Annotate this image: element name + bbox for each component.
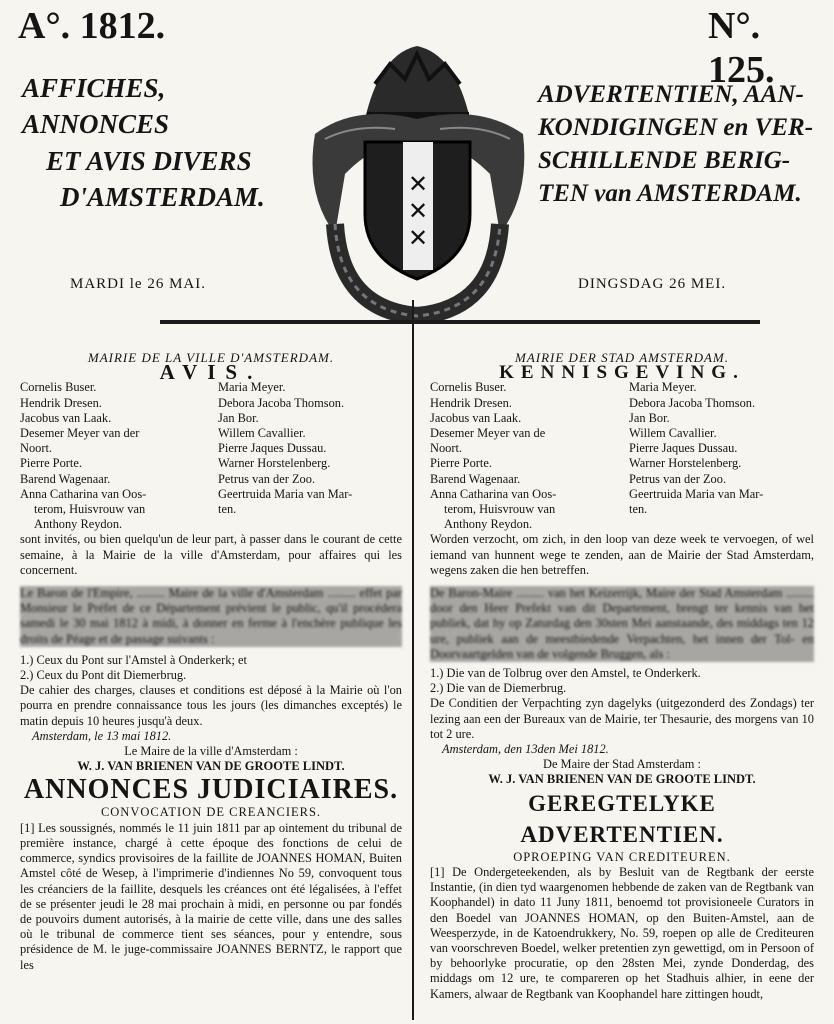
- name-entry: ten.: [629, 502, 648, 517]
- name-entry: Jacobus van Laak.: [20, 410, 112, 425]
- right-item-1: 1.) Die van de Tolbrug over den Amstel, te Onderkerk.: [430, 666, 701, 681]
- left-item-1: 1.) Ceux du Pont sur l'Amstel à Onderkerk; et: [20, 652, 247, 667]
- french-title: [22, 70, 312, 216]
- name-entry: Anthony Reydon.: [34, 517, 123, 532]
- name-entry: Desemer Meyer van de: [430, 426, 546, 441]
- right-column: [430, 350, 814, 1002]
- name-entry: Pierre Porte.: [20, 456, 82, 471]
- svg-text:✕: ✕: [407, 197, 429, 225]
- french-title-line-1: AFFICHES, ANNONCES: [22, 73, 170, 140]
- left-creditors-notice: [1] Les soussignés, nommés le 11 juin 1811 par ap ointement du tribunal de première instance, chargé à cette époque des fonctions de celui de commerce, syndics provisoires de la faillite de JOANNES HOMAN, Buiten Amstel côté de Wesep, à l'imprimerie d'indiennes No 59, convoquent tous les créanciers de la faillite, desquels les créances ont été légalisées, à l'effet de se présenter jeudi le 28 mai prochain à midi, en personne ou par fondés de pouvoirs dument autorisés, à la mairie de cette ville, dans une des salles où le tribunal de commerce tient ses séances, pour y entendre, sous présidence de M. le juge-commissaire JOANNES BERNTZ, le rapport que les: [20, 820, 402, 972]
- right-section-title: GEREGTELYKE ADVERTENTIEN.: [520, 790, 724, 847]
- name-entry: Anna Catharina van Oos-: [430, 486, 557, 501]
- right-item-2: 2.) Die van de Diemerbrug.: [430, 681, 567, 696]
- left-smudged-notice: Le Baron de l'Empire, ......... Maire de la ville d'Amsterdam ......... effet par Monsieur le Préfet de ce Département prévient le public, qu'il procédera samedi le 30 mai 1812 à midi, à donner en ferme à l'enchère publique les droits de Péage et de passage suivants :: [20, 586, 402, 646]
- french-title-line-3: D'AMSTERDAM.: [60, 182, 265, 213]
- svg-text:✕: ✕: [407, 224, 429, 252]
- name-entry: terom, Huisvrouw van: [444, 502, 556, 517]
- name-entry: Maria Meyer.: [629, 380, 697, 395]
- name-entry: Hendrik Dresen.: [20, 395, 102, 410]
- name-entry: Cornelis Buser.: [20, 380, 97, 395]
- dutch-title-line-4: TEN van AMSTERDAM.: [538, 180, 802, 207]
- left-name-list: [20, 380, 402, 532]
- name-entry: ten.: [218, 502, 237, 517]
- name-entry: Jacobus van Laak.: [430, 410, 522, 425]
- french-title-line-2: ET AVIS DIVERS: [46, 145, 252, 176]
- dutch-title: [538, 78, 834, 210]
- column-divider: [412, 300, 414, 1020]
- name-entry: Noort.: [20, 441, 53, 456]
- name-entry: Pierre Porte.: [430, 456, 492, 471]
- year-label: A°. 1812.: [18, 5, 166, 47]
- dutch-title-line-1: ADVERTENTIEN, AAN-: [538, 81, 804, 108]
- right-notice-body: Worden verzocht, om zich, in den loop van deze week te vervoegen, of wel iemand van hunnent wege te zenden, aan de Mairie der Stad Amsterdam, wegens zaken die hen betreffen.: [430, 532, 814, 577]
- right-name-list: [430, 380, 814, 532]
- masthead-rule: [160, 320, 760, 324]
- name-entry: Warner Horstelenberg.: [629, 456, 742, 471]
- name-entry: Cornelis Buser.: [430, 380, 507, 395]
- right-place-date: Amsterdam, den 13den Mei 1812.: [442, 742, 609, 757]
- left-column: [20, 350, 402, 973]
- left-section-title: ANNONCES JUDICIAIRES.: [23, 774, 399, 806]
- name-entry: Jan Bor.: [629, 410, 670, 425]
- name-entry: Noort.: [430, 441, 463, 456]
- left-avis-heading: AVIS.: [159, 360, 263, 385]
- name-entry: Pierre Jaques Dussau.: [218, 441, 327, 456]
- right-signer: W. J. VAN BRIENEN VAN DE GROOTE LINDT.: [488, 772, 756, 787]
- name-entry: Barend Wagenaar.: [430, 471, 521, 486]
- left-item-2: 2.) Ceux du Pont dit Diemerbrug.: [20, 668, 187, 683]
- right-conditions: De Conditien der Verpachting zyn dagelyks (uitgezonderd des Zondags) ter lezing aan een der Bureaux van de Mairie, ter Thesaurie, des morgens van 10 tot 2 ure.: [430, 696, 814, 741]
- issue-number: N°. 125.: [708, 5, 775, 91]
- name-entry: Willem Cavallier.: [218, 426, 306, 441]
- amsterdam-coat-of-arms-emblem: [295, 24, 540, 324]
- left-place-date: Amsterdam, le 13 mai 1812.: [32, 728, 172, 743]
- name-entry: [218, 517, 402, 532]
- name-entry: Barend Wagenaar.: [20, 471, 111, 486]
- left-signer-title: Le Maire de la ville d'Amsterdam :: [124, 744, 298, 759]
- name-entry: Warner Horstelenberg.: [218, 456, 331, 471]
- date-french: MARDI le 26 MAI.: [70, 276, 206, 292]
- name-entry: Willem Cavallier.: [629, 426, 717, 441]
- left-notice-body: sont invités, ou bien quelqu'un de leur part, à passer dans le courant de cette semaine, à la Mairie de la ville d'Amsterdam, pour affaires qui les concernent.: [20, 532, 402, 577]
- name-entry: Debora Jacoba Thomson.: [629, 395, 756, 410]
- name-entry: Anthony Reydon.: [444, 517, 533, 532]
- right-signer-title: De Maire der Stad Amsterdam :: [543, 757, 701, 772]
- right-smudged-notice: De Baron-Maire ......... van het Keizerrijk, Maire der Stad Amsterdam ......... door den Heer Prefekt van dit Departement, brengt ter kennis van het publiek, dat hy op Zaturdag den 30sten Mei aanstaande, des middags ten 12 ure, publiek aan de meestbiedende Verpachten, het innen der Tol- en Doorvaartgelden van de volgende Bruggen, als :: [430, 586, 814, 661]
- right-subsection-title: OPROEPING VAN CREDITEUREN.: [513, 849, 731, 864]
- dutch-title-line-3: SCHILLENDE BERIG-: [538, 147, 791, 174]
- dutch-title-line-2: KONDIGINGEN en VER-: [538, 114, 814, 141]
- svg-text:✕: ✕: [407, 170, 429, 198]
- left-conditions: De cahier des charges, clauses et conditions est déposé à la Mairie où l'on pourra en prendre connaissance tous les jours (les dimanches exceptés) le matin depuis 10 heures jusqu'à deux.: [20, 683, 402, 728]
- name-entry: Hendrik Dresen.: [430, 395, 512, 410]
- left-department-heading: MAIRIE DE LA VILLE D'AMSTERDAM.: [87, 350, 335, 365]
- name-entry: Debora Jacoba Thomson.: [218, 395, 345, 410]
- name-entry: Geertruida Maria van Mar-: [218, 486, 353, 501]
- right-kennisgeving-heading: KENNISGEVING.: [499, 362, 745, 384]
- name-entry: Maria Meyer.: [218, 380, 286, 395]
- name-entry: Pierre Jaques Dussau.: [629, 441, 738, 456]
- name-entry: Anna Catharina van Oos-: [20, 486, 147, 501]
- name-entry: Petrus van der Zoo.: [218, 471, 316, 486]
- left-subsection-title: CONVOCATION DE CREANCIERS.: [100, 805, 322, 820]
- name-entry: Desemer Meyer van der: [20, 426, 140, 441]
- right-department-heading: MAIRIE DER STAD AMSTERDAM.: [515, 350, 729, 365]
- name-entry: terom, Huisvrouw van: [34, 502, 146, 517]
- date-dutch: DINGSDAG 26 MEI.: [578, 276, 727, 292]
- left-signer: W. J. VAN BRIENEN VAN DE GROOTE LINDT.: [77, 759, 345, 774]
- name-entry: Jan Bor.: [218, 410, 259, 425]
- name-entry: [629, 517, 814, 532]
- name-entry: Petrus van der Zoo.: [629, 471, 727, 486]
- name-entry: Geertruida Maria van Mar-: [629, 486, 764, 501]
- right-creditors-notice: [1] De Ondergeteekenden, als by Besluit van de Regtbank der eerste Instantie, (in dien tyd waargenomen hebbende de zaken van de Regtbank van Koophandel) in dato 11 Juny 1811, benoemd tot provisioneele Curators in den Boedel van JOANNES HOMAN, op den Buiten-Amstel, aan de Weesperzyde, in de Katoendrukkery, No. 59, roepen op alle de Crediteuren van voorschreven Boedel, welker pretentien zyn gewettigd, om in Persoon of by behoorlyke procuratie, op den 28sten Mei, zynde Donderdag, des middags om 12 ure, te compareren op het Stadhuis alhier, in eene der Kamers, alwaar de Regtbank van Koophandel hare zittingen houdt,: [430, 864, 814, 1001]
